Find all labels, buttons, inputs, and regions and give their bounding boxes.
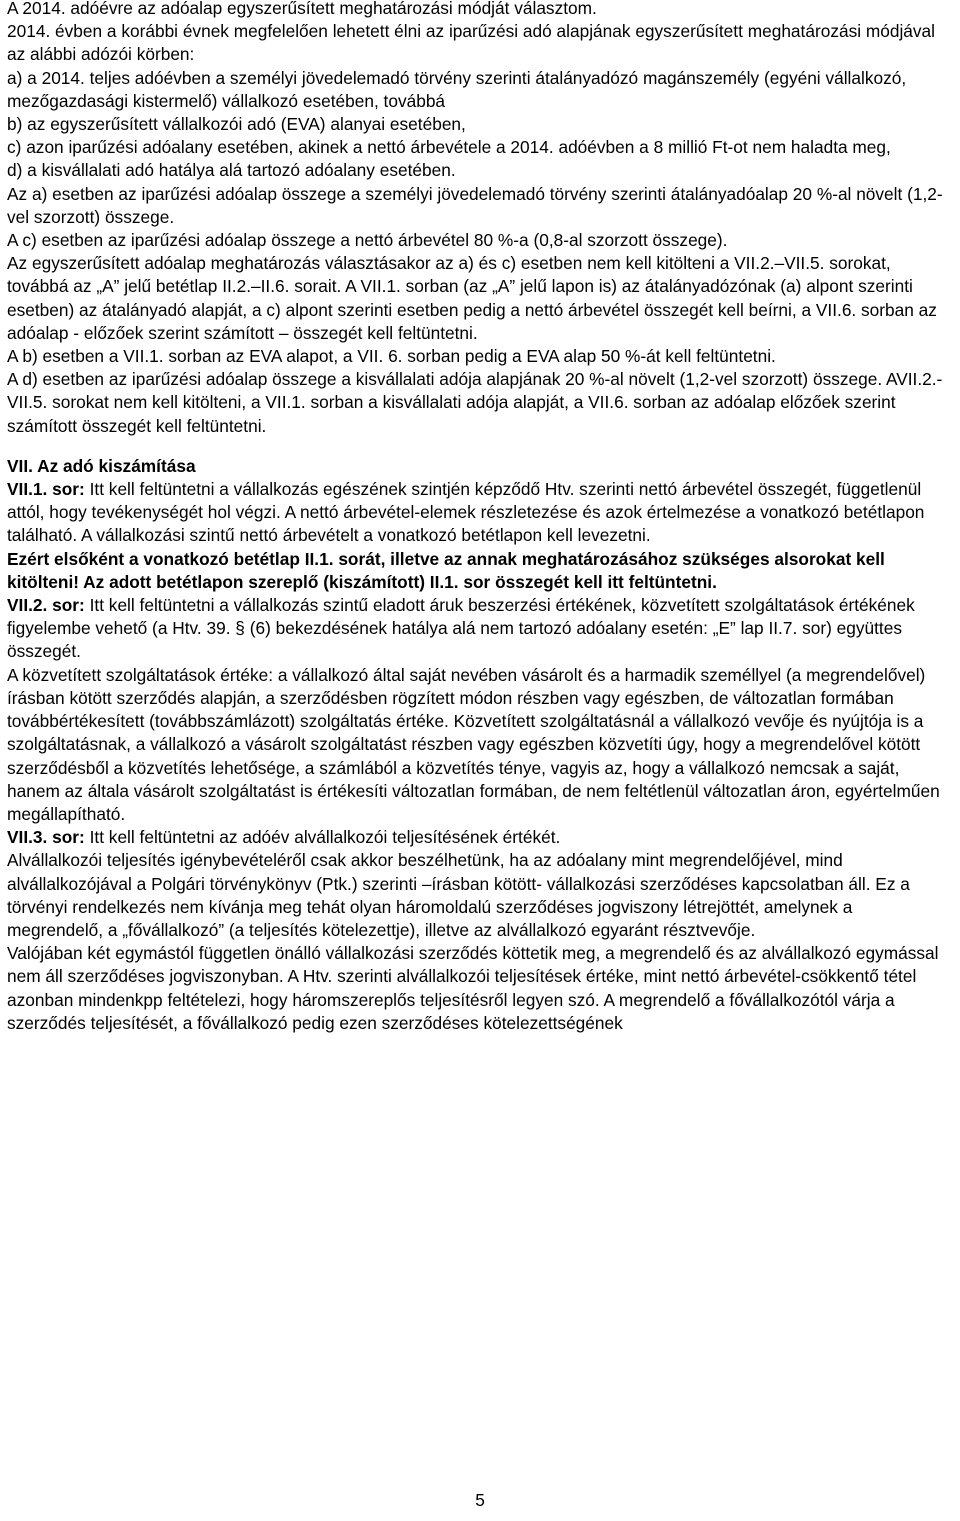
document-body — [7, 0, 953, 1035]
paragraph-choice: A 2014. adóévre az adóalap egyszerűsített meghatározási módját választom. — [7, 0, 597, 18]
page-number: 5 — [475, 1490, 485, 1510]
paragraph-simplified: Az egyszerűsített adóalap meghatározás választásakor az a) és c) esetben nem kell kitölteni a VII.2.–VII.5. sorokat, továbbá az „A” jelű betétlap II.2.–II.6. sorait. A VII.1. sorban (az „A” jelű lapon is) az átalányadózónak (a) alpont szerinti esetben) az átalányadó alapját, a c) alpont szerinti esetben pedig a nettó árbevétel összegét kell beírni, a VII.6. sorban az adóalap - előzőek szerint számított – összegét kell feltüntetni. — [7, 253, 937, 343]
paragraph-case-c: A c) esetben az iparűzési adóalap összege a nettó árbevétel 80 %-a (0,8-al szorzott összege). — [7, 230, 728, 251]
list-item-a: a) a 2014. teljes adóévben a személyi jövedelemadó törvény szerinti átalányadózó magánszemély (egyéni vállalkozó, mezőgazdasági kistermelő) vállalkozó esetében, továbbá — [7, 67, 907, 111]
paragraph-row-2 — [7, 594, 953, 664]
row-1-text: Itt kell feltüntetni a vállalkozás egészének szintjén képződő Htv. szerinti nettó árbevétel összegét, függetlenül attól, hogy tevékenységét hol végzi. A nettó árbevétel-elemek részletezése és azok értelmezése a vonatkozó betétlapon található. A vállalkozási szintű nettó árbevételt a vonatkozó betétlapon kell levezetni. — [7, 479, 925, 546]
row-2-text: Itt kell feltüntetni a vállalkozás szintű eladott áruk beszerzési értékének, közvetített szolgáltatások értékének figyelembe vehető (a Htv. 39. § (6) bekezdésének hatálya alá nem tartozó adóalany esetén: „E” lap II.7. sor) együttes összegét. — [7, 595, 915, 662]
list-item-b: b) az egyszerűsített vállalkozói adó (EVA) alanyai esetében, — [7, 114, 466, 135]
paragraph-subcontracting-2: Valójában két egymástól független önálló vállalkozási szerződés köttetik meg, a megrendelő és az alvállalkozó egymással nem áll szerződéses jogviszonyban. A Htv. szerinti alvállalkozói teljesítések értéke, mint nettó árbevétel-csökkentő tétel azonban mindenkpp feltételezi, hogy háromszereplős teljesítésről legyen szó. A megrendelő a fővállalkozótól várja a szerződés teljesítését, a fővállalkozó pedig ezen szerződéses kötelezettségének — [7, 943, 939, 1033]
section-gap — [7, 438, 953, 455]
paragraph-intro: 2014. évben a korábbi évnek megfelelően lehetett élni az iparűzési adó alapjának egyszerűsített meghatározási módjával az alábbi adózói körben: — [7, 21, 936, 65]
row-1-label: VII.1. sor: — [7, 479, 85, 500]
list-item-d: d) a kisvállalati adó hatálya alá tartozó adóalany esetében. — [7, 160, 456, 181]
row-2-label: VII.2. sor: — [7, 595, 85, 616]
row-3-label: VII.3. sor: — [7, 827, 85, 848]
paragraph-case-d: A d) esetben az iparűzési adóalap összege a kisvállalati adója alapjának 20 %-al növelt (1,2-vel szorzott) összege. AVII.2.-VII.5. sorokat nem kell kitölteni, a VII.1. sorban a kisvállalati adója alapját, a VII.6. sorban az adóalap előzőek szerint számított összegét kell feltüntetni. — [7, 369, 943, 436]
paragraph-intermediated-services: A közvetített szolgáltatások értéke: a vállalkozó által saját nevében vásárolt és a harmadik személlyel (a megrendelővel) írásban kötött szerződés alapján, a szerződésben rögzített módon részben vagy egészben, de változatlan formában továbbértékesített (továbbszámlázott) szolgáltatás értéke. Közvetített szolgáltatásnál a vállalkozó vevője és nyújtója is a szolgáltatásnak, a vállalkozó a vásárolt szolgáltatást részben vagy egészben közvetíti úgy, hogy a megrendelővel kötött szerződésből a közvetítés lehetősége, a számlából a közvetítés ténye, vagyis az, hogy a vállalkozó nemcsak a saját, hanem az általa vásárolt szolgáltatást is értékesíti változatlan formában, de nem feltétlenül változatlan áron, egyértelműen megállapítható. — [7, 664, 940, 824]
paragraph-case-b: A b) esetben a VII.1. sorban az EVA alapot, a VII. 6. sorban pedig a EVA alap 50 %-át kell feltüntetni. — [7, 346, 776, 367]
paragraph-row-3 — [7, 826, 953, 849]
section-heading: VII. Az adó kiszámítása — [7, 455, 196, 476]
paragraph-row-1-emphasis: Ezért elsőként a vonatkozó betétlap II.1. sorát, illetve az annak meghatározásához szükséges alsorokat kell kitölteni! Az adott betétlapon szereplő (kiszámított) II.1. sor összegét kell itt feltüntetni. — [7, 548, 885, 592]
paragraph-subcontracting: Alvállalkozói teljesítés igénybevételéről csak akkor beszélhetünk, ha az adóalany mint megrendelőjével, mind alvállalkozójával a Polgári törvénykönyv (Ptk.) szerinti –írásban kötött- vállalkozási szerződéses kapcsolatban áll. Ez a törvényi rendelkezés nem kívánja meg tehát olyan háromoldalú szerződéses jogviszony létrejöttét, amelynek a megrendelő, a „fővállalkozó” (a teljesítés kötelezettje), illetve az alvállalkozó egyaránt résztvevője. — [7, 850, 910, 940]
paragraph-row-1 — [7, 478, 953, 548]
row-3-text: Itt kell feltüntetni az adóév alvállalkozói teljesítésének értékét. — [84, 827, 561, 848]
list-item-c: c) azon iparűzési adóalany esetében, akinek a nettó árbevétele a 2014. adóévben a 8 millió Ft-ot nem haladta meg, — [7, 137, 891, 158]
paragraph-case-a: Az a) esetben az iparűzési adóalap összege a személyi jövedelemadó törvény szerinti átalányadóalap 20 %-al növelt (1,2-vel szorzott) összege. — [7, 183, 943, 227]
